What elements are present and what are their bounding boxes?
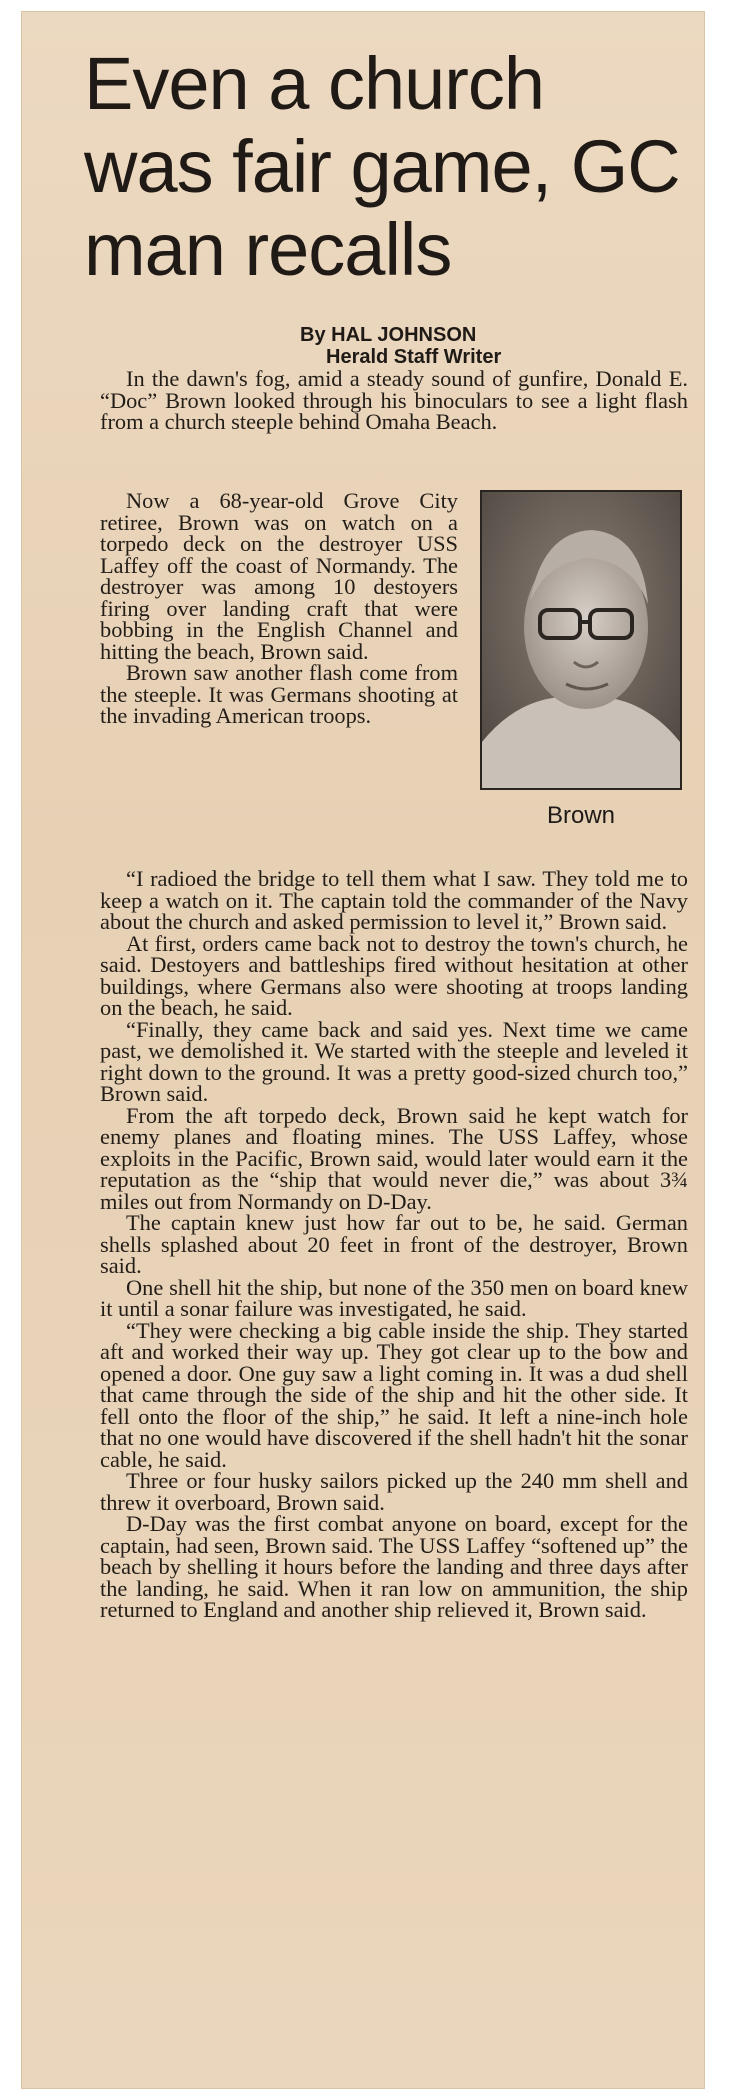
paragraph: Three or four husky sailors picked up the 240 mm shell and threw it overboard, Brown said. [100, 1468, 688, 1515]
wrapped-column [100, 490, 458, 727]
paragraph: From the aft torpedo deck, Brown said he kept watch for enemy planes and floating mines. The USS Laffey, whose exploits in the Pacific, Brown said, would later would earn it the reputation as the “ship that would never die,” was about 3¾ miles out from Normandy on D-Day. [100, 1102, 688, 1214]
portrait-image [482, 492, 680, 788]
article-body [100, 868, 688, 1621]
headline: Even a church was fair game, GC man recalls [84, 42, 680, 291]
lead-paragraph: In the dawn's fog, amid a steady sound of gunfire, Donald E. “Doc” Brown looked through his binoculars to see a light flash from a church steeple behind Omaha Beach. [100, 366, 688, 434]
paragraph: “They were checking a big cable inside the ship. They started aft and worked their way up. They got clear up to the bow and opened a door. One guy saw a light coming in. It was a dud shell that came through the side of the ship and hit the other side. It fell onto the floor of the ship,” he said. It left a nine-inch hole that no one would have discovered if the shell hadn't hit the sonar cable, he said. [100, 1317, 688, 1472]
newspaper-clipping [22, 12, 704, 2088]
paragraph: One shell hit the ship, but none of the 350 men on board knew it until a sonar failure was investigated, he said. [100, 1274, 688, 1321]
paragraph: The captain knew just how far out to be, he said. German shells splashed about 20 feet in front of the destroyer, Brown said. [100, 1210, 688, 1278]
paragraph: At first, orders came back not to destroy the town's church, he said. Destoyers and battleships fired without hesitation at other buildings, where Germans also were shooting at troops landing on the beach, he said. [100, 930, 688, 1020]
paragraph: “I radioed the bridge to tell them what I saw. They told me to keep a watch on it. The captain told the commander of the Navy about the church and asked permission to level it,” Brown said. [100, 866, 688, 934]
paragraph: Brown saw another flash come from the steeple. It was Germans shooting at the invading American troops. [100, 660, 458, 728]
photo-caption: Brown [546, 802, 616, 829]
portrait-photo [480, 490, 682, 790]
byline-role: Herald Staff Writer [326, 346, 502, 368]
byline-name: By HAL JOHNSON [300, 324, 477, 346]
paragraph: D-Day was the first combat anyone on board, except for the captain, had seen, Brown said. The USS Laffey “softened up” the beach by shelling it hours before the landing and three days after the landing, he said. When it ran low on ammunition, the ship returned to England and another ship relieved it, Brown said. [100, 1511, 688, 1622]
paragraph: “Finally, they came back and said yes. Next time we came past, we demolished it. We started with the steeple and leveled it right down to the ground. It was a pretty good-sized church too,” Brown said. [100, 1016, 688, 1106]
paragraph: Now a 68-year-old Grove City retiree, Brown was on watch on a torpedo deck on the destroyer USS Laffey off the coast of Normandy. The destroyer was among 10 destoyers firing over landing craft that were bobbing in the English Channel and hitting the beach, Brown said. [100, 488, 458, 664]
byline [292, 324, 501, 368]
